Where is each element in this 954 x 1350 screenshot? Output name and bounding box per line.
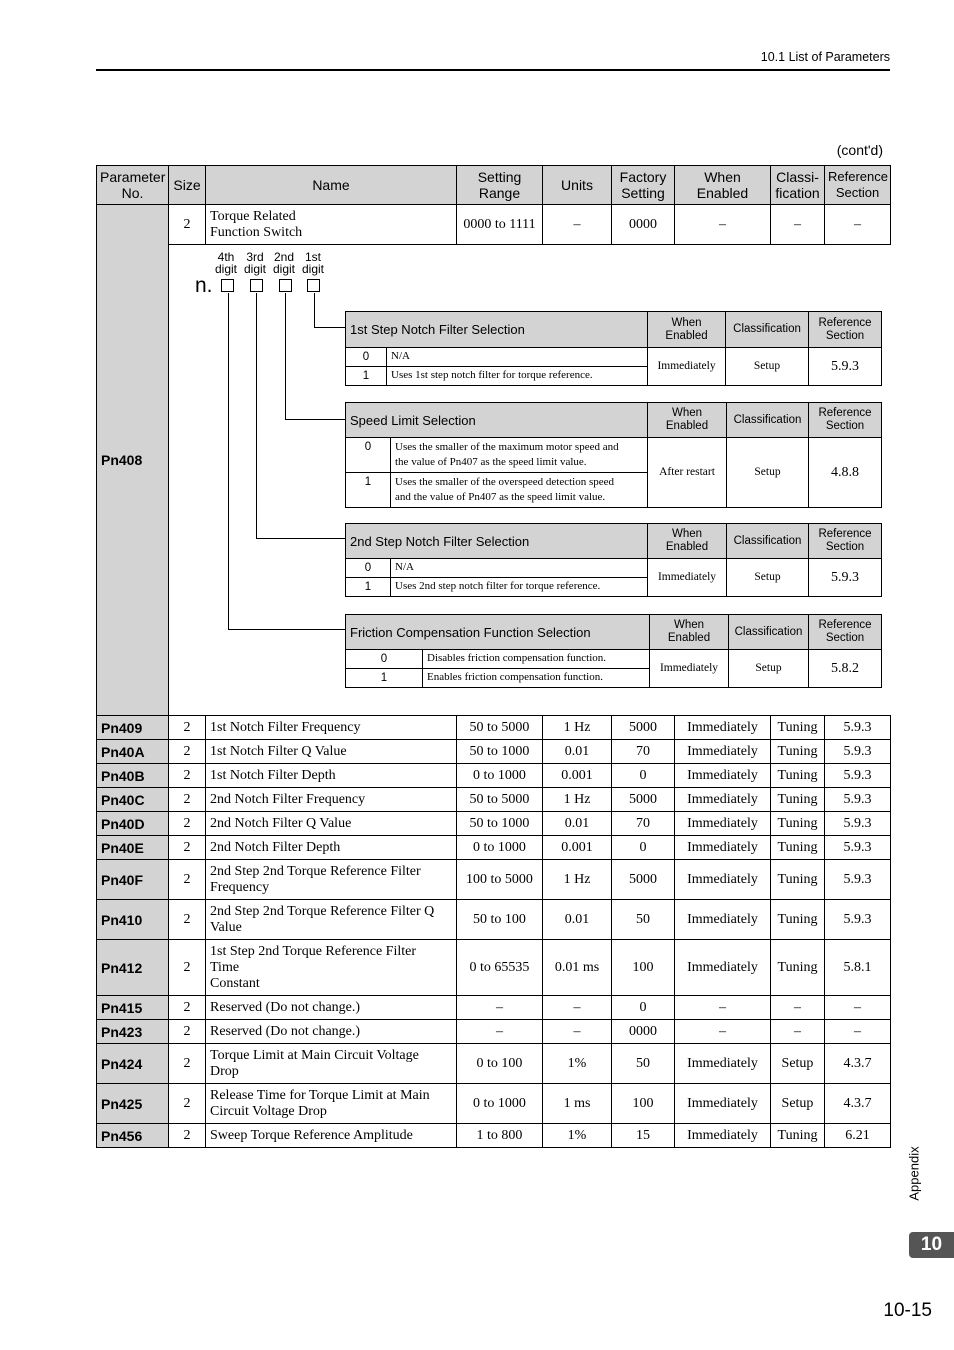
param-classi: Tuning [771,740,825,764]
param-no: Pn40E [97,836,169,860]
param-range: 50 to 1000 [457,812,543,836]
param-factory: 5000 [612,860,675,900]
param-units: 1% [543,1044,612,1084]
connector-4th-h [228,629,345,630]
param-when: Immediately [675,1044,771,1084]
digit-box-1st [307,279,320,292]
subtable-desc: Uses 1st step notch filter for torque reference. [387,367,648,386]
param-units: 0.01 [543,812,612,836]
param-name: 1st Notch Filter Q Value [206,740,457,764]
param-range: 0 to 1000 [457,836,543,860]
param-size: 2 [169,900,206,940]
param-ref: 5.9.3 [825,860,891,900]
subtable-when: Immediately [648,559,727,597]
table-header-row [97,166,891,205]
subtable-when-header: When Enabled [648,403,727,438]
param-units: – [543,996,612,1020]
param-no: Pn408 [97,205,169,716]
subtable-value: 0 [346,650,423,669]
connector-4th [228,293,229,630]
param-name: 2nd Notch Filter Depth [206,836,457,860]
digit-box-3rd [250,279,263,292]
subtable-ref-header: Reference Section [809,312,882,348]
param-when: – [675,996,771,1020]
subtable-2nd-step-notch [345,523,882,597]
subtable-ref: 4.8.8 [809,438,882,508]
param-name: Sweep Torque Reference Amplitude [206,1124,457,1148]
param-when: – [675,205,771,245]
subtable-classi: Setup [727,559,809,597]
subtable-ref: 5.9.3 [809,559,882,597]
subtable-desc: Uses the smaller of the overspeed detection speed and the value of Pn407 as the speed limit value. [391,473,648,508]
subtable-when-header: When Enabled [650,615,729,650]
param-size: 2 [169,740,206,764]
param-name: Torque Limit at Main Circuit Voltage Drop [206,1044,457,1084]
table-row [97,1020,891,1044]
param-range: 50 to 5000 [457,716,543,740]
param-units: 1% [543,1124,612,1148]
subtable-desc: Uses the smaller of the maximum motor speed and the value of Pn407 as the speed limit value. [391,438,648,473]
subtable-value: 0 [346,438,391,473]
param-classi: Tuning [771,788,825,812]
param-factory: 100 [612,940,675,996]
subtable-classi: Setup [726,348,809,386]
param-factory: 70 [612,812,675,836]
param-range: 0 to 1000 [457,764,543,788]
subtable-when: After restart [648,438,727,508]
param-classi: Tuning [771,940,825,996]
subtable-desc: Uses 2nd step notch filter for torque reference. [391,578,648,597]
table-row [97,900,891,940]
param-ref: 5.8.1 [825,940,891,996]
param-factory: 50 [612,900,675,940]
param-size: 2 [169,812,206,836]
param-when: Immediately [675,740,771,764]
param-range: 0 to 100 [457,1044,543,1084]
subtable-title: 2nd Step Notch Filter Selection [346,524,648,559]
subtable-desc: N/A [387,348,648,367]
param-factory: 0 [612,836,675,860]
param-range: 50 to 1000 [457,740,543,764]
param-when: Immediately [675,836,771,860]
table-row [97,996,891,1020]
param-name: 2nd Notch Filter Frequency [206,788,457,812]
col-header-classification: Classi- fication [771,166,825,205]
param-name: 2nd Step 2nd Torque Reference Filter Q Value [206,900,457,940]
param-classi: Tuning [771,836,825,860]
subtable-desc: Disables friction compensation function. [423,650,650,669]
subtable-when-header: When Enabled [648,312,726,348]
param-size: 2 [169,860,206,900]
param-no: Pn423 [97,1020,169,1044]
param-range: – [457,1020,543,1044]
param-when: – [675,1020,771,1044]
table-row [97,740,891,764]
page-number: 10-15 [883,1300,932,1321]
param-range: 50 to 5000 [457,788,543,812]
param-units: 0.01 [543,740,612,764]
param-name: Torque Related Function Switch [206,205,457,245]
param-factory: 0 [612,996,675,1020]
connector-3rd [256,293,257,539]
param-when: Immediately [675,716,771,740]
param-range: 0 to 65535 [457,940,543,996]
param-factory: 5000 [612,788,675,812]
digit-label-2nd: 2nd digit [272,250,295,276]
col-header-parameter-no: Parameter No. [97,166,169,205]
col-header-when-enabled: When Enabled [675,166,771,205]
param-when: Immediately [675,1084,771,1124]
subtable-class-header: Classification [726,312,809,348]
param-no: Pn40D [97,812,169,836]
param-factory: 0 [612,764,675,788]
subtable-ref-header: Reference Section [809,615,882,650]
param-units: 1 Hz [543,860,612,900]
param-size: 2 [169,1020,206,1044]
param-units: 1 Hz [543,788,612,812]
col-header-size: Size [169,166,206,205]
param-size: 2 [169,940,206,996]
param-factory: 50 [612,1044,675,1084]
param-ref: 5.9.3 [825,836,891,860]
param-size: 2 [169,1124,206,1148]
param-classi: Setup [771,1044,825,1084]
table-row [97,836,891,860]
param-when: Immediately [675,764,771,788]
param-classi: Tuning [771,764,825,788]
param-range: – [457,996,543,1020]
param-range: 0000 to 1111 [457,205,543,245]
subtable-ref: 5.8.2 [809,650,882,688]
connector-2nd [285,293,286,420]
side-appendix-label: Appendix [906,1146,922,1201]
param-ref: – [825,205,891,245]
connector-1st-h [314,327,345,328]
param-when: Immediately [675,860,771,900]
digit-label-3rd: 3rd digit [243,250,266,276]
param-units: – [543,1020,612,1044]
param-no: Pn424 [97,1044,169,1084]
contd-label: (cont'd) [836,142,883,158]
param-no: Pn412 [97,940,169,996]
param-units: 0.01 ms [543,940,612,996]
table-row [97,788,891,812]
param-no: Pn40A [97,740,169,764]
param-when: Immediately [675,812,771,836]
param-units: 1 ms [543,1084,612,1124]
subtable-classi: Setup [727,438,809,508]
param-size: 2 [169,205,206,245]
param-classi: Tuning [771,716,825,740]
param-when: Immediately [675,1124,771,1148]
table-row [97,1084,891,1124]
col-header-name: Name [206,166,457,205]
table-row [97,1124,891,1148]
param-classi: Tuning [771,860,825,900]
subtable-class-header: Classification [727,524,809,559]
param-no: Pn410 [97,900,169,940]
param-factory: 5000 [612,716,675,740]
param-ref: – [825,996,891,1020]
col-header-reference-section: Reference Section [825,166,891,205]
subtable-title: 1st Step Notch Filter Selection [346,312,648,348]
param-when: Immediately [675,900,771,940]
param-no: Pn425 [97,1084,169,1124]
param-ref: 5.9.3 [825,812,891,836]
subtable-1st-step-notch [345,311,882,386]
param-ref: 5.9.3 [825,716,891,740]
param-factory: 15 [612,1124,675,1148]
param-size: 2 [169,836,206,860]
param-no: Pn40B [97,764,169,788]
param-ref: 5.9.3 [825,740,891,764]
param-size: 2 [169,996,206,1020]
param-units: 0.001 [543,836,612,860]
param-name: 2nd Step 2nd Torque Reference Filter Frequency [206,860,457,900]
subtable-when: Immediately [648,348,726,386]
table-row [97,716,891,740]
param-classi: – [771,1020,825,1044]
subtable-when: Immediately [650,650,729,688]
subtable-class-header: Classification [729,615,809,650]
param-ref: 5.9.3 [825,900,891,940]
param-units: 0.01 [543,900,612,940]
param-units: 1 Hz [543,716,612,740]
n-prefix: n. [195,274,213,297]
header-section-title: 10.1 List of Parameters [760,50,890,64]
table-row [97,1044,891,1084]
param-name: Release Time for Torque Limit at Main Circuit Voltage Drop [206,1084,457,1124]
subtable-value: 1 [346,578,391,597]
param-when: Immediately [675,788,771,812]
param-size: 2 [169,1044,206,1084]
subtable-ref: 5.9.3 [809,348,882,386]
digit-box-2nd [279,279,292,292]
param-name: 1st Notch Filter Frequency [206,716,457,740]
param-size: 2 [169,716,206,740]
param-units: – [543,205,612,245]
param-range: 1 to 800 [457,1124,543,1148]
param-size: 2 [169,1084,206,1124]
subtable-value: 1 [346,367,387,386]
param-classi: – [771,205,825,245]
col-header-setting-range: Setting Range [457,166,543,205]
param-classi: – [771,996,825,1020]
connector-3rd-h [256,538,345,539]
digit-label-4th: 4th digit [214,250,237,276]
param-no: Pn409 [97,716,169,740]
param-units: 0.001 [543,764,612,788]
table-row-pn408 [97,205,891,245]
subtable-value: 1 [346,669,423,688]
subtable-class-header: Classification [727,403,809,438]
subtable-ref-header: Reference Section [809,403,882,438]
subtable-desc: N/A [391,559,648,578]
param-factory: 0000 [612,205,675,245]
param-size: 2 [169,788,206,812]
subtable-friction-compensation [345,614,882,688]
param-ref: 4.3.7 [825,1084,891,1124]
param-ref: 6.21 [825,1124,891,1148]
table-row [97,940,891,996]
subtable-speed-limit [345,402,882,508]
param-factory: 70 [612,740,675,764]
param-classi: Tuning [771,900,825,940]
subtable-value: 0 [346,559,391,578]
subtable-title: Speed Limit Selection [346,403,648,438]
digit-label-1st: 1st digit [301,250,324,276]
param-ref: 4.3.7 [825,1044,891,1084]
table-row [97,812,891,836]
param-name: Reserved (Do not change.) [206,996,457,1020]
param-factory: 0000 [612,1020,675,1044]
param-name: Reserved (Do not change.) [206,1020,457,1044]
param-ref: 5.9.3 [825,788,891,812]
subtable-classi: Setup [729,650,809,688]
param-no: Pn40F [97,860,169,900]
digit-box-4th [221,279,234,292]
subtable-when-header: When Enabled [648,524,727,559]
param-classi: Setup [771,1084,825,1124]
header-rule [96,69,890,71]
subtable-value: 1 [346,473,391,508]
param-size: 2 [169,764,206,788]
param-factory: 100 [612,1084,675,1124]
param-classi: Tuning [771,1124,825,1148]
col-header-factory-setting: Factory Setting [612,166,675,205]
param-ref: – [825,1020,891,1044]
subtable-title: Friction Compensation Function Selection [346,615,650,650]
subtable-value: 0 [346,348,387,367]
param-ref: 5.9.3 [825,764,891,788]
param-range: 100 to 5000 [457,860,543,900]
col-header-units: Units [543,166,612,205]
param-range: 50 to 100 [457,900,543,940]
param-no: Pn415 [97,996,169,1020]
param-name: 1st Step 2nd Torque Reference Filter Time Constant [206,940,457,996]
table-row [97,764,891,788]
param-no: Pn40C [97,788,169,812]
param-name: 2nd Notch Filter Q Value [206,812,457,836]
param-name: 1st Notch Filter Depth [206,764,457,788]
subtable-ref-header: Reference Section [809,524,882,559]
param-when: Immediately [675,940,771,996]
table-row [97,860,891,900]
subtable-desc: Enables friction compensation function. [423,669,650,688]
connector-2nd-h [285,419,345,420]
chapter-tab: 10 [909,1232,954,1258]
param-classi: Tuning [771,812,825,836]
param-range: 0 to 1000 [457,1084,543,1124]
connector-1st [314,293,315,328]
param-no: Pn456 [97,1124,169,1148]
